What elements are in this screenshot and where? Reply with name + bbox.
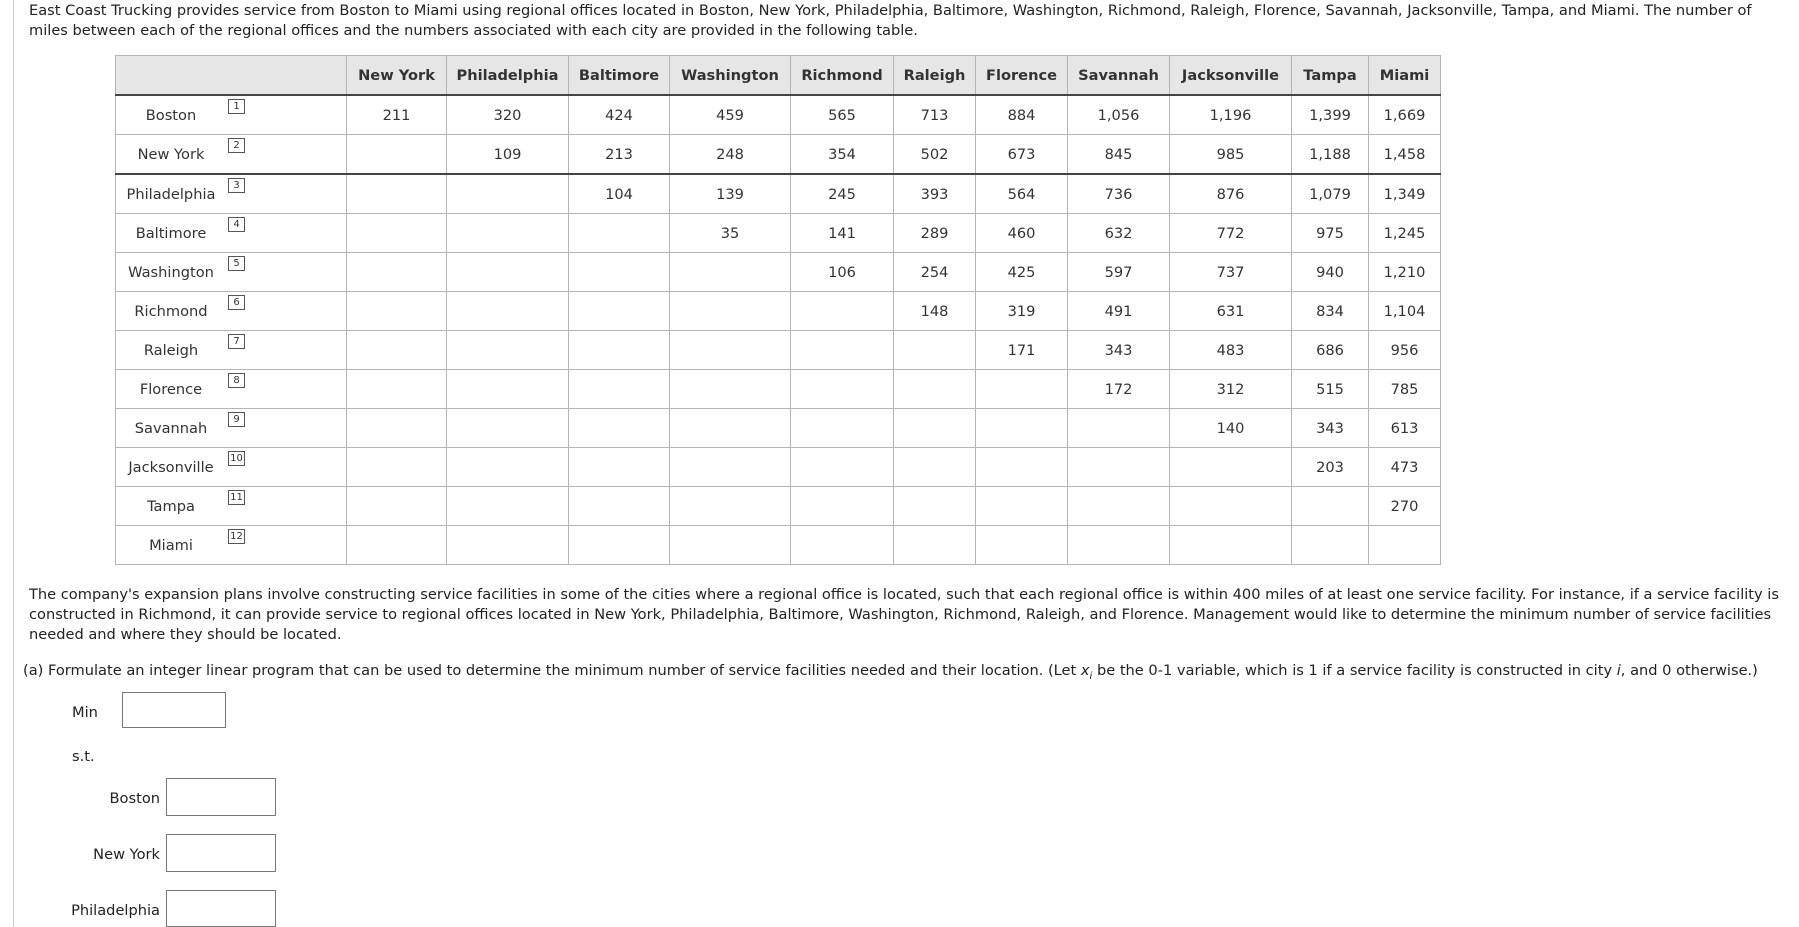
distance-cell [347,214,447,253]
distance-cell [447,526,569,565]
table-row [116,214,1441,253]
distance-cell: 270 [1369,487,1441,526]
distance-cell [976,370,1068,409]
distance-cell [791,526,894,565]
distance-cell: 1,349 [1369,174,1441,214]
distance-cell [1068,448,1170,487]
table-row [116,253,1441,292]
constraint-input-boston[interactable] [166,778,276,816]
distance-cell [670,487,791,526]
distance-cell [1068,487,1170,526]
city-row-header [116,448,347,487]
left-border [13,0,14,927]
distance-cell: 564 [976,174,1068,214]
distance-cell: 673 [976,135,1068,175]
distance-cell: 354 [791,135,894,175]
city-row-header [116,95,347,135]
distance-cell [670,409,791,448]
distance-cell: 736 [1068,174,1170,214]
variable-x: x [1080,662,1090,679]
table-corner-cell [116,56,347,96]
table-row [116,174,1441,214]
distance-cell [447,253,569,292]
col-header-jacksonville: Jacksonville [1170,56,1292,96]
city-name: Philadelphia [126,186,216,203]
distance-cell [347,292,447,331]
distance-cell [569,292,670,331]
distance-cell: 424 [569,95,670,135]
distance-cell [670,292,791,331]
distance-cell: 713 [894,95,976,135]
distance-cell: 473 [1369,448,1441,487]
distance-cell: 203 [1292,448,1369,487]
distance-cell: 109 [447,135,569,175]
table-row [116,409,1441,448]
distance-cell [976,487,1068,526]
city-number-badge: 8 [228,373,245,388]
distance-cell [1068,409,1170,448]
distance-cell: 1,196 [1170,95,1292,135]
distance-cell: 845 [1068,135,1170,175]
distance-cell: 139 [670,174,791,214]
distance-cell [569,409,670,448]
subject-to-label: s.t. [72,748,95,765]
distance-cell [347,409,447,448]
distance-cell [447,174,569,214]
distance-cell [791,487,894,526]
city-number-badge: 10 [228,451,245,466]
table-row [116,95,1441,135]
distance-cell [894,370,976,409]
distance-cell: 106 [791,253,894,292]
distance-cell: 632 [1068,214,1170,253]
col-header-miami: Miami [1369,56,1441,96]
part-a-prefix: (a) Formulate an integer linear program that can be used to determine the minimum number of service facilities needed and their location. (Let [23,662,1081,679]
distance-cell: 171 [976,331,1068,370]
distance-cell: 141 [791,214,894,253]
distance-cell: 631 [1170,292,1292,331]
distance-cell [569,331,670,370]
distance-cell: 459 [670,95,791,135]
distance-cell: 985 [1170,135,1292,175]
table-row [116,448,1441,487]
city-name: Tampa [147,498,195,515]
distance-cell [1068,526,1170,565]
distance-cell: 785 [1369,370,1441,409]
distance-cell [447,331,569,370]
col-header-washington: Washington [670,56,791,96]
city-name: Miami [149,537,193,554]
distance-table [115,55,1441,565]
city-row-header [116,135,347,175]
distance-cell [670,370,791,409]
distance-cell: 319 [976,292,1068,331]
distance-cell [1292,526,1369,565]
distance-cell: 834 [1292,292,1369,331]
city-variable: i [1616,662,1621,679]
col-header-florence: Florence [976,56,1068,96]
distance-cell [1170,448,1292,487]
city-row-header [116,526,347,565]
distance-cell [447,292,569,331]
distance-cell: 483 [1170,331,1292,370]
distance-cell [347,487,447,526]
city-number-badge: 7 [228,334,245,349]
city-name: Baltimore [135,225,207,242]
table-row [116,370,1441,409]
distance-cell [791,331,894,370]
distance-cell [894,409,976,448]
distance-cell: 425 [976,253,1068,292]
city-row-header [116,174,347,214]
distance-cell: 737 [1170,253,1292,292]
city-number-badge: 12 [228,529,245,544]
distance-cell: 254 [894,253,976,292]
city-row-header [116,331,347,370]
distance-cell [569,370,670,409]
min-label: Min [72,704,98,721]
city-number-badge: 9 [228,412,245,427]
distance-cell: 884 [976,95,1068,135]
distance-cell [976,448,1068,487]
objective-input[interactable] [122,692,226,728]
distance-cell [447,409,569,448]
distance-cell: 211 [347,95,447,135]
distance-cell: 686 [1292,331,1369,370]
distance-cell: 876 [1170,174,1292,214]
distance-cell [670,448,791,487]
distance-cell: 1,669 [1369,95,1441,135]
distance-cell [447,214,569,253]
distance-cell: 35 [670,214,791,253]
distance-cell: 1,188 [1292,135,1369,175]
constraint-label-boston: Boston [109,790,160,807]
problem-intro: East Coast Trucking provides service from Boston to Miami using regional offices located in Boston, New York, Philadelphia, Baltimore, Washington, Richmond, Raleigh, Florence, Savannah, Jacksonville, Tampa, and Miami. The number of miles between each of the regional offices and the numbers associated with each city are provided in the following table. [29,2,1752,39]
distance-cell: 343 [1292,409,1369,448]
distance-cell [791,292,894,331]
distance-cell [791,409,894,448]
distance-cell [670,253,791,292]
distance-cell [670,331,791,370]
distance-cell: 460 [976,214,1068,253]
table-row [116,331,1441,370]
distance-cell [670,526,791,565]
distance-cell: 1,056 [1068,95,1170,135]
city-number-badge: 2 [228,138,245,153]
city-name: Richmond [134,303,208,320]
col-header-new-york: New York [347,56,447,96]
distance-cell: 104 [569,174,670,214]
distance-cell: 1,079 [1292,174,1369,214]
distance-cell: 245 [791,174,894,214]
distance-cell: 248 [670,135,791,175]
distance-cell [1292,487,1369,526]
col-header-raleigh: Raleigh [894,56,976,96]
city-number-badge: 6 [228,295,245,310]
distance-cell [1170,526,1292,565]
col-header-tampa: Tampa [1292,56,1369,96]
distance-cell: 515 [1292,370,1369,409]
distance-cell: 975 [1292,214,1369,253]
distance-cell: 289 [894,214,976,253]
city-name: Florence [139,381,203,398]
distance-cell [347,331,447,370]
distance-cell [569,214,670,253]
distance-cell [447,370,569,409]
variable-subscript: i [1089,670,1093,682]
part-a-middle: be the 0-1 variable, which is 1 if a service facility is constructed in city [1092,662,1617,679]
city-name: Savannah [134,420,208,437]
distance-cell: 1,104 [1369,292,1441,331]
distance-cell: 320 [447,95,569,135]
distance-cell [347,448,447,487]
table-row [116,135,1441,175]
constraint-label-philadelphia: Philadelphia [71,902,160,919]
distance-cell: 1,245 [1369,214,1441,253]
table-header-row [116,56,1441,96]
distance-cell: 393 [894,174,976,214]
distance-cell [1369,526,1441,565]
part-a-suffix: , and 0 otherwise.) [1620,662,1758,679]
constraint-input-new-york[interactable] [166,834,276,872]
distance-cell [569,448,670,487]
distance-cell: 502 [894,135,976,175]
city-name: Raleigh [143,342,199,359]
city-number-badge: 4 [228,217,245,232]
distance-cell: 613 [1369,409,1441,448]
city-row-header [116,409,347,448]
distance-cell [347,135,447,175]
distance-cell [976,409,1068,448]
col-header-philadelphia: Philadelphia [447,56,569,96]
city-row-header [116,487,347,526]
city-name: Jacksonville [128,459,214,476]
distance-cell [976,526,1068,565]
table-row [116,487,1441,526]
table-row [116,526,1441,565]
distance-cell [894,331,976,370]
table-row [116,292,1441,331]
city-row-header [116,214,347,253]
distance-cell [791,448,894,487]
distance-cell: 1,458 [1369,135,1441,175]
city-number-badge: 3 [228,178,245,193]
distance-cell: 1,399 [1292,95,1369,135]
distance-cell [894,526,976,565]
city-number-badge: 1 [228,99,245,114]
city-number-badge: 11 [228,490,245,505]
col-header-baltimore: Baltimore [569,56,670,96]
city-row-header [116,370,347,409]
part-a-question [23,661,1793,687]
city-row-header [116,292,347,331]
distance-cell [347,253,447,292]
distance-cell: 148 [894,292,976,331]
distance-cell: 140 [1170,409,1292,448]
col-header-richmond: Richmond [791,56,894,96]
distance-cell [569,487,670,526]
distance-cell: 565 [791,95,894,135]
distance-cell [791,370,894,409]
distance-cell [569,253,670,292]
distance-cell [447,487,569,526]
distance-cell: 1,210 [1369,253,1441,292]
city-name: Washington [128,264,214,281]
distance-cell [1170,487,1292,526]
distance-table-body [116,95,1441,565]
distance-cell: 956 [1369,331,1441,370]
distance-cell: 213 [569,135,670,175]
distance-cell [569,526,670,565]
city-name: New York [137,146,205,163]
distance-cell [894,448,976,487]
city-name: Boston [145,107,197,124]
constraint-label-new-york: New York [93,846,160,863]
distance-cell: 597 [1068,253,1170,292]
distance-cell [347,174,447,214]
distance-cell [347,526,447,565]
distance-cell: 940 [1292,253,1369,292]
distance-cell: 312 [1170,370,1292,409]
distance-cell [894,487,976,526]
col-header-savannah: Savannah [1068,56,1170,96]
distance-cell: 172 [1068,370,1170,409]
distance-cell: 343 [1068,331,1170,370]
city-row-header [116,253,347,292]
distance-cell [347,370,447,409]
expansion-text: The company's expansion plans involve constructing service facilities in some of the cities where a regional office is located, such that each regional office is within 400 miles of at least one service facility. For instance, if a service facility is constructed in Richmond, it can provide service to regional offices located in New York, Philadelphia, Baltimore, Washington, Richmond, Raleigh, and Florence. Management would like to determine the minimum number of service facilities needed and where they should be located. [29,586,1779,643]
constraint-input-philadelphia[interactable] [166,890,276,927]
distance-cell [447,448,569,487]
city-number-badge: 5 [228,256,245,271]
distance-cell: 772 [1170,214,1292,253]
distance-cell: 491 [1068,292,1170,331]
